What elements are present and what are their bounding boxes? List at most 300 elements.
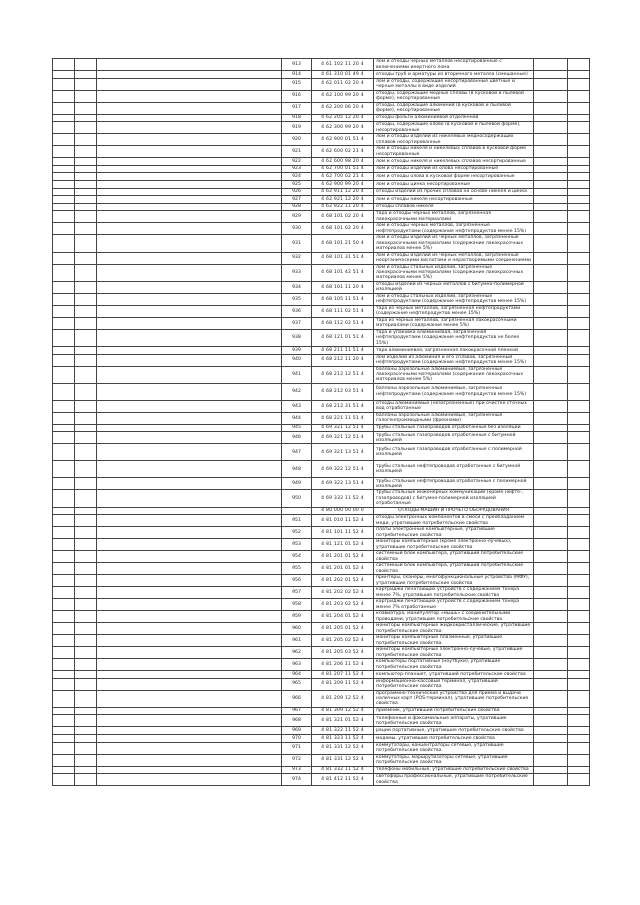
waste-name: картриджи печатающих устройств с содержанием тонера менее 7% отработанные xyxy=(374,599,534,611)
blank-cell xyxy=(568,264,590,281)
waste-name: отходы труб и арматуры из вторичного металла (смешанные) xyxy=(374,71,534,79)
waste-name: информационно-кассовый терминал, утративший потребительские свойства xyxy=(374,678,534,690)
row-number: 974 xyxy=(282,774,312,786)
blank-cell xyxy=(97,188,282,196)
blank-cell xyxy=(97,235,282,252)
blank-cell xyxy=(53,134,75,146)
waste-name: лом и отходы изделий из олова несортированные xyxy=(374,165,534,173)
blank-cell xyxy=(534,742,568,754)
blank-cell xyxy=(534,317,568,329)
waste-name: телефоны мобильные, утратившие потребительские свойства xyxy=(374,766,534,774)
table-row xyxy=(53,690,590,707)
waste-classification-table xyxy=(52,58,590,786)
blank-cell xyxy=(97,252,282,264)
row-number: 961 xyxy=(282,635,312,647)
blank-cell xyxy=(568,252,590,264)
blank-cell xyxy=(534,71,568,79)
blank-cell xyxy=(534,727,568,735)
table-row xyxy=(53,134,590,146)
blank-cell xyxy=(53,727,75,735)
blank-cell xyxy=(534,671,568,679)
blank-cell xyxy=(53,461,75,478)
waste-code: 4 62 300 99 20 4 xyxy=(312,122,374,134)
row-number: 922 xyxy=(282,158,312,166)
table-row xyxy=(53,235,590,252)
row-number: 953 xyxy=(282,539,312,551)
blank-cell xyxy=(568,635,590,647)
waste-name: трубы стальные газопроводов отработанные без изоляции xyxy=(374,424,534,432)
table-row xyxy=(53,707,590,715)
row-number: 924 xyxy=(282,173,312,181)
blank-cell xyxy=(75,180,97,188)
row-number: 936 xyxy=(282,305,312,317)
blank-cell xyxy=(534,146,568,158)
blank-cell xyxy=(568,623,590,635)
table-row xyxy=(53,490,590,507)
blank-cell xyxy=(534,690,568,707)
blank-cell xyxy=(568,742,590,754)
blank-cell xyxy=(568,507,590,515)
blank-cell xyxy=(568,203,590,211)
blank-cell xyxy=(97,754,282,766)
blank-cell xyxy=(534,78,568,90)
blank-cell xyxy=(534,707,568,715)
blank-cell xyxy=(97,196,282,204)
blank-cell xyxy=(53,432,75,444)
blank-cell xyxy=(53,551,75,563)
waste-name: мониторы компьютерные плазменные, утратившие потребительские свойства xyxy=(374,635,534,647)
row-number: 958 xyxy=(282,599,312,611)
blank-cell xyxy=(534,165,568,173)
blank-cell xyxy=(53,611,75,623)
blank-cell xyxy=(97,587,282,599)
table-row xyxy=(53,671,590,679)
waste-name: лом и отходы стальных изделий, загрязненные лакокрасочными материалами (содержание лакокрасочных материалов менее 5%) xyxy=(374,264,534,281)
row-number: 951 xyxy=(282,515,312,527)
blank-cell xyxy=(568,354,590,366)
waste-code: 4 69 332 11 52 4 xyxy=(312,490,374,507)
blank-cell xyxy=(97,223,282,235)
waste-code: 4 68 105 11 51 4 xyxy=(312,293,374,305)
waste-name: трубы стальные нефтепроводов отработанные с полимерной изоляцией xyxy=(374,478,534,490)
blank-cell xyxy=(568,599,590,611)
blank-cell xyxy=(75,707,97,715)
blank-cell xyxy=(568,671,590,679)
blank-cell xyxy=(568,293,590,305)
waste-name: рации портативные, утратившие потребительские свойства xyxy=(374,727,534,735)
blank-cell xyxy=(75,527,97,539)
waste-name: тара и отходы черных металлов, загрязненная лакокрасочными материалами xyxy=(374,211,534,223)
blank-cell xyxy=(534,347,568,355)
blank-cell xyxy=(75,774,97,786)
row-number: 963 xyxy=(282,659,312,671)
waste-name: программно-технические устройства для приема и выдачи наличных карт (POS-терминал), утратившие потребительские свойства xyxy=(374,690,534,707)
blank-cell xyxy=(568,146,590,158)
blank-cell xyxy=(75,599,97,611)
blank-cell xyxy=(97,766,282,774)
blank-cell xyxy=(75,539,97,551)
row-number: 949 xyxy=(282,478,312,490)
blank-cell xyxy=(534,188,568,196)
blank-cell xyxy=(53,305,75,317)
blank-cell xyxy=(75,424,97,432)
blank-cell xyxy=(53,158,75,166)
row-number: 964 xyxy=(282,671,312,679)
table-row xyxy=(53,727,590,735)
waste-code: 4 81 101 11 52 4 xyxy=(312,527,374,539)
row-number: 935 xyxy=(282,293,312,305)
blank-cell xyxy=(97,173,282,181)
blank-cell xyxy=(568,774,590,786)
blank-cell xyxy=(75,252,97,264)
row-number: 938 xyxy=(282,329,312,346)
table-row xyxy=(53,587,590,599)
waste-code: 4 81 331 12 52 4 xyxy=(312,754,374,766)
blank-cell xyxy=(53,671,75,679)
table-row xyxy=(53,146,590,158)
blank-cell xyxy=(53,165,75,173)
blank-cell xyxy=(534,507,568,515)
blank-cell xyxy=(534,114,568,122)
blank-cell xyxy=(534,490,568,507)
waste-name: лом и отходы цинка несортированные xyxy=(374,180,534,188)
waste-name: отходы, содержащие медные сплавы (в кусковой и пылевой форме), несортированные xyxy=(374,90,534,102)
table-row xyxy=(53,742,590,754)
waste-code: 4 68 212 12 51 4 xyxy=(312,366,374,383)
waste-code: 4 68 101 02 20 4 xyxy=(312,223,374,235)
table-row xyxy=(53,647,590,659)
waste-code: 4 81 121 01 52 4 xyxy=(312,539,374,551)
waste-name: мониторы компьютерные электронно-лучевые, утратившие потребительские свойства xyxy=(374,647,534,659)
blank-cell xyxy=(534,412,568,424)
blank-cell xyxy=(568,196,590,204)
waste-code: 4 81 412 11 52 4 xyxy=(312,774,374,786)
blank-cell xyxy=(75,587,97,599)
blank-cell xyxy=(53,366,75,383)
blank-cell xyxy=(97,366,282,383)
blank-cell xyxy=(75,134,97,146)
blank-cell xyxy=(97,551,282,563)
blank-cell xyxy=(75,766,97,774)
blank-cell xyxy=(534,264,568,281)
blank-cell xyxy=(534,293,568,305)
blank-cell xyxy=(97,659,282,671)
blank-cell xyxy=(75,71,97,79)
blank-cell xyxy=(97,412,282,424)
blank-cell xyxy=(53,196,75,204)
row-number: 973 xyxy=(282,766,312,774)
blank-cell xyxy=(53,659,75,671)
waste-code: 4 62 205 12 20 4 xyxy=(312,114,374,122)
waste-code: 4 81 205 02 52 4 xyxy=(312,635,374,647)
waste-name: принтеры, сканеры, многофункциональные устройства (МФУ), утратившие потребительские свойства xyxy=(374,575,534,587)
blank-cell xyxy=(53,122,75,134)
blank-cell xyxy=(75,671,97,679)
blank-cell xyxy=(53,329,75,346)
blank-cell xyxy=(53,635,75,647)
table-row xyxy=(53,424,590,432)
blank-cell xyxy=(534,305,568,317)
blank-cell xyxy=(75,305,97,317)
waste-name: лом и отходы изделий из черных металлов, загрязненные неорганическими кислотами и нерастворимыми соединениями xyxy=(374,252,534,264)
blank-cell xyxy=(568,587,590,599)
waste-code: 4 62 900 01 51 4 xyxy=(312,134,374,146)
waste-code: 4 69 321 13 51 4 xyxy=(312,444,374,461)
table-row xyxy=(53,165,590,173)
blank-cell xyxy=(534,223,568,235)
waste-code: 4 62 011 02 20 4 xyxy=(312,78,374,90)
waste-name: компьютеры портативные (ноутбуки), утратившие потребительские свойства xyxy=(374,659,534,671)
table-row xyxy=(53,366,590,383)
blank-cell xyxy=(53,354,75,366)
blank-cell xyxy=(97,647,282,659)
blank-cell xyxy=(75,400,97,412)
blank-cell xyxy=(568,539,590,551)
blank-cell xyxy=(97,165,282,173)
blank-cell xyxy=(75,383,97,400)
blank-cell xyxy=(534,539,568,551)
blank-cell xyxy=(75,347,97,355)
blank-cell xyxy=(75,173,97,181)
blank-cell xyxy=(534,766,568,774)
blank-cell xyxy=(75,90,97,102)
waste-code: 4 68 211 11 51 4 xyxy=(312,347,374,355)
waste-code: 4 62 700 02 21 4 xyxy=(312,173,374,181)
blank-cell xyxy=(534,527,568,539)
blank-cell xyxy=(568,707,590,715)
row-number: 965 xyxy=(282,678,312,690)
waste-name: отходы изделий из черных металлов с битумно-полимерной изоляцией xyxy=(374,281,534,293)
waste-code: 4 81 209 11 52 4 xyxy=(312,678,374,690)
waste-code: 4 68 121 01 51 4 xyxy=(312,329,374,346)
waste-code: 4 81 321 01 52 4 xyxy=(312,715,374,727)
blank-cell xyxy=(568,690,590,707)
blank-cell xyxy=(568,735,590,743)
blank-cell xyxy=(97,742,282,754)
blank-cell xyxy=(568,59,590,71)
blank-cell xyxy=(568,114,590,122)
blank-cell xyxy=(568,432,590,444)
blank-cell xyxy=(97,690,282,707)
blank-cell xyxy=(534,424,568,432)
table-row xyxy=(53,158,590,166)
row-number: 950 xyxy=(282,490,312,507)
waste-code: 4 68 112 02 51 4 xyxy=(312,317,374,329)
row-number: 925 xyxy=(282,180,312,188)
blank-cell xyxy=(75,188,97,196)
blank-cell xyxy=(53,188,75,196)
blank-cell xyxy=(534,478,568,490)
blank-cell xyxy=(534,444,568,461)
blank-cell xyxy=(53,264,75,281)
blank-cell xyxy=(97,134,282,146)
waste-code: 4 68 212 03 51 4 xyxy=(312,383,374,400)
blank-cell xyxy=(534,587,568,599)
row-number: 933 xyxy=(282,264,312,281)
waste-code: 4 68 101 21 50 4 xyxy=(312,235,374,252)
row-number xyxy=(282,507,312,515)
blank-cell xyxy=(97,635,282,647)
row-number: 962 xyxy=(282,647,312,659)
table-row xyxy=(53,305,590,317)
blank-cell xyxy=(97,563,282,575)
blank-cell xyxy=(75,78,97,90)
blank-cell xyxy=(568,490,590,507)
blank-cell xyxy=(75,647,97,659)
blank-cell xyxy=(75,490,97,507)
blank-cell xyxy=(534,366,568,383)
blank-cell xyxy=(534,754,568,766)
blank-cell xyxy=(75,754,97,766)
row-number: 943 xyxy=(282,400,312,412)
blank-cell xyxy=(53,444,75,461)
table-row xyxy=(53,173,590,181)
blank-cell xyxy=(568,102,590,114)
blank-cell xyxy=(534,180,568,188)
blank-cell xyxy=(568,211,590,223)
blank-cell xyxy=(568,678,590,690)
blank-cell xyxy=(53,599,75,611)
waste-name: лом и отходы изделий из никелевых медносодержащих сплавов несортированные xyxy=(374,134,534,146)
waste-code: 4 81 201 01 52 4 xyxy=(312,563,374,575)
blank-cell xyxy=(53,575,75,587)
blank-cell xyxy=(534,774,568,786)
row-number: 969 xyxy=(282,727,312,735)
blank-cell xyxy=(75,223,97,235)
blank-cell xyxy=(568,659,590,671)
blank-cell xyxy=(568,715,590,727)
blank-cell xyxy=(568,122,590,134)
waste-name: отходы изделий из прочих сплавов на основе никеля и цинка xyxy=(374,188,534,196)
blank-cell xyxy=(568,575,590,587)
blank-cell xyxy=(534,623,568,635)
blank-cell xyxy=(97,490,282,507)
table-row xyxy=(53,78,590,90)
blank-cell xyxy=(568,78,590,90)
blank-cell xyxy=(75,317,97,329)
waste-code: 4 81 204 01 52 4 xyxy=(312,611,374,623)
blank-cell xyxy=(97,507,282,515)
blank-cell xyxy=(568,317,590,329)
waste-code: 4 62 700 01 51 4 xyxy=(312,165,374,173)
row-number: 915 xyxy=(282,78,312,90)
row-number: 919 xyxy=(282,122,312,134)
waste-name: тара из черных металлов, загрязненная лакокрасочными материалами (содержание менее 5%) xyxy=(374,317,534,329)
blank-cell xyxy=(75,412,97,424)
table-row xyxy=(53,196,590,204)
blank-cell xyxy=(534,134,568,146)
blank-cell xyxy=(568,223,590,235)
row-number: 914 xyxy=(282,71,312,79)
waste-code: 4 62 911 12 20 4 xyxy=(312,188,374,196)
waste-name: лом и отходы черных металлов, загрязненные нефтепродуктами (содержание нефтепродуктов менее 15%) xyxy=(374,223,534,235)
waste-name: лом и отходы никеля несортированные xyxy=(374,196,534,204)
blank-cell xyxy=(534,122,568,134)
blank-cell xyxy=(75,165,97,173)
waste-name: отходы фольги алюминиевой отделенной xyxy=(374,114,534,122)
waste-code: 4 81 203 02 52 4 xyxy=(312,599,374,611)
row-number: 945 xyxy=(282,424,312,432)
table-row xyxy=(53,551,590,563)
blank-cell xyxy=(534,563,568,575)
row-number: 934 xyxy=(282,281,312,293)
waste-code: 4 61 310 01 49 4 xyxy=(312,71,374,79)
blank-cell xyxy=(75,611,97,623)
blank-cell xyxy=(75,575,97,587)
row-number: 913 xyxy=(282,59,312,71)
blank-cell xyxy=(75,515,97,527)
waste-code: 4 81 322 11 52 4 xyxy=(312,727,374,735)
row-number: 939 xyxy=(282,347,312,355)
blank-cell xyxy=(97,707,282,715)
blank-cell xyxy=(53,690,75,707)
waste-name: телефонные и факсимильные аппараты, утратившие потребительские свойства xyxy=(374,715,534,727)
waste-code: 4 81 010 11 52 4 xyxy=(312,515,374,527)
blank-cell xyxy=(53,678,75,690)
table-row xyxy=(53,766,590,774)
row-number: 927 xyxy=(282,196,312,204)
blank-cell xyxy=(75,59,97,71)
blank-cell xyxy=(53,774,75,786)
blank-cell xyxy=(75,211,97,223)
waste-code: 4 69 322 12 51 4 xyxy=(312,461,374,478)
blank-cell xyxy=(97,623,282,635)
blank-cell xyxy=(97,715,282,727)
waste-code: 4 68 111 02 51 4 xyxy=(312,305,374,317)
blank-cell xyxy=(75,715,97,727)
row-number: 955 xyxy=(282,563,312,575)
blank-cell xyxy=(53,527,75,539)
waste-code: 4 68 212 11 20 4 xyxy=(312,354,374,366)
blank-cell xyxy=(97,146,282,158)
blank-cell xyxy=(568,165,590,173)
blank-cell xyxy=(534,158,568,166)
waste-code: 4 81 201 01 52 4 xyxy=(312,551,374,563)
blank-cell xyxy=(53,623,75,635)
waste-code: 4 69 321 12 51 4 xyxy=(312,432,374,444)
blank-cell xyxy=(75,678,97,690)
waste-name: лом и отходы никеля и никелевых сплавов несортированные xyxy=(374,158,534,166)
row-number: 916 xyxy=(282,90,312,102)
blank-cell xyxy=(97,102,282,114)
blank-cell xyxy=(568,444,590,461)
blank-cell xyxy=(97,71,282,79)
blank-cell xyxy=(534,599,568,611)
blank-cell xyxy=(534,400,568,412)
waste-name: отходы, содержащие олово (в кусковой и пылевой форме), несортированные xyxy=(374,122,534,134)
blank-cell xyxy=(568,563,590,575)
row-number: 941 xyxy=(282,366,312,383)
waste-code: 4 81 205 01 52 4 xyxy=(312,623,374,635)
waste-name: системный блок компьютера, утративший потребительские свойства xyxy=(374,563,534,575)
waste-code: 4 68 221 11 51 4 xyxy=(312,412,374,424)
blank-cell xyxy=(534,252,568,264)
blank-cell xyxy=(568,188,590,196)
blank-cell xyxy=(75,264,97,281)
blank-cell xyxy=(53,173,75,181)
blank-cell xyxy=(534,678,568,690)
waste-name: баллоны аэрозольные алюминиевые, загрязненные нефтепродуктами (содержание нефтепродуктов менее 15%) xyxy=(374,383,534,400)
blank-cell xyxy=(75,727,97,735)
blank-cell xyxy=(568,461,590,478)
blank-cell xyxy=(53,252,75,264)
waste-code: 4 62 900 99 20 4 xyxy=(312,180,374,188)
blank-cell xyxy=(97,671,282,679)
row-number: 930 xyxy=(282,223,312,235)
waste-code: 4 81 309 12 52 4 xyxy=(312,707,374,715)
blank-cell xyxy=(53,400,75,412)
row-number: 923 xyxy=(282,165,312,173)
